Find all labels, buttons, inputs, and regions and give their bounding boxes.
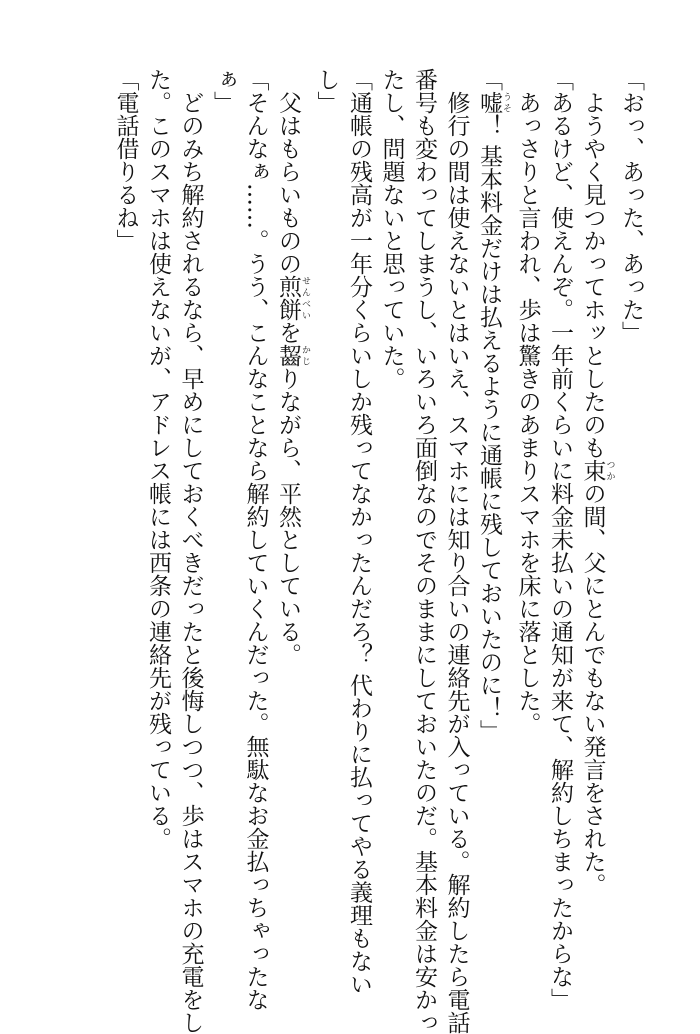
- ruby-uso: 嘘 うそ: [476, 91, 511, 114]
- text-line-2: ようやく見つかってホッとしたのも束 つかの間、父にとんでもない発言をされた。: [579, 91, 615, 896]
- text-line-7: 番号も変わってしまうし、いろいろ面倒なのでそのままにしておいたのだ。基本料金は安かっ: [411, 68, 437, 1034]
- text-line-9: 「通帳の残高が一年分くらいしか残ってなかったんだろ？ 代わりに払ってやる義理もない: [346, 68, 372, 996]
- text-line-5: 「嘘 うそ！ 基本料金だけは払えるように通帳に残しておいたのに！」: [476, 68, 511, 743]
- text-line-11: 父はもらいものの煎餅 せんべいを齧 かじりながら、平然としている。: [275, 91, 310, 666]
- ruby-tsuka: 束 つか: [579, 459, 615, 482]
- text-line-12: 「そんなぁ……。うう、こんなことなら解約していくんだった。無駄なお金払っちゃったな: [242, 68, 269, 1011]
- ruby-senbei: 煎餅 せんべい: [275, 275, 310, 321]
- text-line-4: あっさりと言われ、歩は驚きのあまりスマホを床に落とした。: [514, 91, 541, 735]
- text-line-16: 「電話借りるね」: [112, 68, 139, 252]
- text-line-13: ぁ」: [210, 68, 236, 114]
- text-line-8: たし、問題ないと思っていた。: [378, 68, 405, 390]
- ruby-kaji: 齧 かじ: [275, 344, 310, 367]
- text-line-6: 修行の間は使えないとはいえ、スマホには知り合いの連絡先が入っている。解約したら電話: [443, 91, 470, 1034]
- vertical-text-body: [62, 68, 647, 1034]
- text-line-15: た。このスマホは使えないが、アドレス帳には西条の連絡先が残っている。: [145, 68, 171, 850]
- text-line-10: し」: [313, 68, 340, 114]
- text-line-14: どのみち解約されるなら、早めにしておくべきだったと後悔しつつ、歩はスマホの充電をし: [177, 91, 204, 1034]
- text-line-1: 「おっ、あった、あった」: [618, 68, 644, 344]
- text-line-3: 「あるけど、使えんぞ。一年前くらいに料金未払いの通知が来て、解約しちまったからな」: [547, 68, 573, 1011]
